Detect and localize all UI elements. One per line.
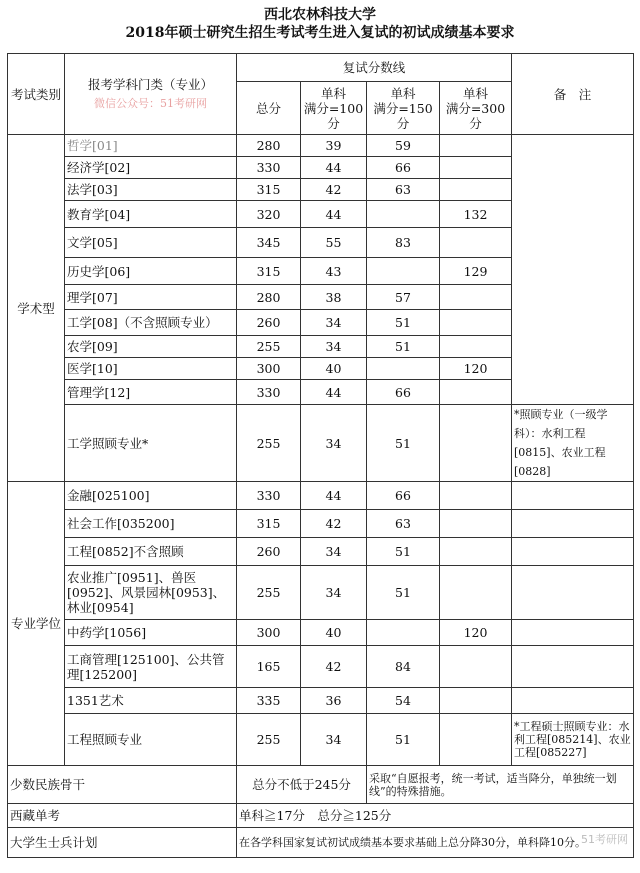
discipline-name: 农学[09] [65, 336, 237, 358]
table-row [8, 688, 634, 714]
page-subtitle: 2018年硕士研究生招生考试考生进入复试的初试成绩基本要求 [125, 25, 515, 41]
single-100-score: 34 [301, 310, 367, 336]
single-300-score [440, 510, 512, 538]
discipline-name: 工程照顾专业 [65, 714, 237, 766]
single-300-score: 120 [440, 358, 512, 380]
header-total: 总分 [237, 82, 301, 135]
discipline-name: 哲学[01] [65, 135, 237, 157]
soldier-label: 大学生士兵计划 [8, 828, 237, 858]
single-150-score: 63 [367, 179, 440, 201]
remarks-empty [512, 646, 634, 688]
discipline-name: 金融[025100] [65, 482, 237, 510]
table-row [8, 828, 634, 858]
single-300-score: 132 [440, 201, 512, 228]
single-150-score: 54 [367, 688, 440, 714]
tibet-value: 单科≧17分 总分≧125分 [237, 804, 634, 828]
total-score: 280 [237, 135, 301, 157]
single-150-score: 59 [367, 135, 440, 157]
remarks-empty [512, 510, 634, 538]
single-150-score: 51 [367, 405, 440, 482]
total-score: 315 [237, 258, 301, 285]
discipline-name: 社会工作[035200] [65, 510, 237, 538]
single-300-score [440, 482, 512, 510]
single-300-score [440, 179, 512, 201]
professional-note: *工程硕士照顾专业：水利工程[085214]、农业工程[085227] [512, 714, 634, 766]
single-150-score: 51 [367, 714, 440, 766]
single-100-score: 40 [301, 620, 367, 646]
total-score: 260 [237, 538, 301, 566]
single-100-score: 44 [301, 482, 367, 510]
total-score: 165 [237, 646, 301, 688]
header-single-300: 单科 满分=300 分 [440, 82, 512, 135]
single-100-score: 34 [301, 538, 367, 566]
single-150-score: 57 [367, 285, 440, 310]
discipline-name: 工程[0852]不含照顾 [65, 538, 237, 566]
single-100-score: 40 [301, 358, 367, 380]
single-300-score [440, 688, 512, 714]
academic-note: *照顾专业（一级学科）：水利工程[0815]、农业工程[0828] [512, 405, 634, 482]
remarks-empty [512, 482, 634, 510]
soldier-value: 在各学科国家复试初试成绩基本要求基础上总分降30分，单科降10分。 [237, 828, 634, 858]
total-score: 345 [237, 228, 301, 258]
single-150-score [367, 620, 440, 646]
single-100-score: 42 [301, 646, 367, 688]
single-100-score: 39 [301, 135, 367, 157]
total-score: 330 [237, 157, 301, 179]
single-300-score [440, 646, 512, 688]
table-row [8, 405, 634, 482]
single-300-score [440, 405, 512, 482]
header-category: 考试类别 [8, 54, 65, 135]
discipline-name: 理学[07] [65, 285, 237, 310]
discipline-name: 工学照顾专业* [65, 405, 237, 482]
discipline-name: 医学[10] [65, 358, 237, 380]
single-100-score: 55 [301, 228, 367, 258]
header-single-100: 单科 满分=100 分 [301, 82, 367, 135]
table-row [8, 620, 634, 646]
total-score: 300 [237, 358, 301, 380]
minority-note: 采取“自愿报考，统一考试，适当降分，单独统一划线”的特殊措施。 [367, 766, 634, 804]
single-300-score [440, 566, 512, 620]
total-score: 255 [237, 566, 301, 620]
total-score: 315 [237, 179, 301, 201]
discipline-name: 教育学[04] [65, 201, 237, 228]
logo-watermark: 51考研网 [581, 833, 628, 846]
discipline-name: 1351艺术 [65, 688, 237, 714]
single-100-score: 43 [301, 258, 367, 285]
single-100-score: 34 [301, 336, 367, 358]
professional-category: 专业学位 [8, 482, 65, 766]
minority-label: 少数民族骨干 [8, 766, 237, 804]
total-score: 320 [237, 201, 301, 228]
single-300-score [440, 228, 512, 258]
total-score: 260 [237, 310, 301, 336]
single-150-score: 51 [367, 336, 440, 358]
single-300-score [440, 714, 512, 766]
remarks-empty [512, 688, 634, 714]
single-150-score: 51 [367, 566, 440, 620]
discipline-name: 历史学[06] [65, 258, 237, 285]
academic-category: 学术型 [8, 135, 65, 482]
single-150-score: 66 [367, 157, 440, 179]
single-300-score: 120 [440, 620, 512, 646]
discipline-name: 法学[03] [65, 179, 237, 201]
total-score: 330 [237, 380, 301, 405]
remarks-empty [512, 135, 634, 405]
single-150-score: 84 [367, 646, 440, 688]
header-single-150: 单科 满分=150 分 [367, 82, 440, 135]
single-300-score: 129 [440, 258, 512, 285]
table-row [8, 804, 634, 828]
table-row [8, 538, 634, 566]
single-300-score [440, 135, 512, 157]
total-score: 300 [237, 620, 301, 646]
single-100-score: 38 [301, 285, 367, 310]
single-300-score [440, 336, 512, 358]
single-100-score: 44 [301, 380, 367, 405]
page-title: 西北农林科技大学 [264, 7, 376, 23]
table-row [8, 482, 634, 510]
total-score: 315 [237, 510, 301, 538]
discipline-name: 工商管理[125100]、公共管理[125200] [65, 646, 237, 688]
single-150-score: 83 [367, 228, 440, 258]
discipline-name: 中药学[1056] [65, 620, 237, 646]
header-remarks: 备 注 [512, 54, 634, 135]
watermark-text: 微信公众号：51考研网 [94, 97, 207, 110]
header-score-line: 复试分数线 [237, 54, 512, 82]
single-100-score: 34 [301, 405, 367, 482]
single-100-score: 36 [301, 688, 367, 714]
single-150-score [367, 358, 440, 380]
discipline-name: 文学[05] [65, 228, 237, 258]
single-100-score: 44 [301, 157, 367, 179]
discipline-name: 农业推广[0951]、兽医[0952]、风景园林[0953]、林业[0954] [65, 566, 237, 620]
single-100-score: 42 [301, 179, 367, 201]
table-row [8, 510, 634, 538]
single-150-score: 66 [367, 380, 440, 405]
single-100-score: 44 [301, 201, 367, 228]
total-score: 335 [237, 688, 301, 714]
table-row [8, 714, 634, 766]
single-100-score: 34 [301, 566, 367, 620]
total-score: 255 [237, 714, 301, 766]
score-table [7, 53, 634, 858]
single-100-score: 42 [301, 510, 367, 538]
single-150-score [367, 258, 440, 285]
remarks-empty [512, 620, 634, 646]
single-300-score [440, 380, 512, 405]
single-150-score: 63 [367, 510, 440, 538]
single-150-score: 66 [367, 482, 440, 510]
single-150-score: 51 [367, 310, 440, 336]
minority-value: 总分不低于245分 [237, 766, 367, 804]
single-300-score [440, 538, 512, 566]
discipline-name: 工学[08]（不含照顾专业） [65, 310, 237, 336]
total-score: 255 [237, 336, 301, 358]
single-100-score: 34 [301, 714, 367, 766]
discipline-name: 管理学[12] [65, 380, 237, 405]
header-discipline-label: 报考学科门类（专业） [87, 77, 213, 92]
single-300-score [440, 285, 512, 310]
tibet-label: 西藏单考 [8, 804, 237, 828]
table-row [8, 646, 634, 688]
single-300-score [440, 157, 512, 179]
table-row [8, 135, 634, 157]
total-score: 330 [237, 482, 301, 510]
header-discipline [65, 54, 237, 135]
total-score: 255 [237, 405, 301, 482]
remarks-empty [512, 538, 634, 566]
table-row [8, 766, 634, 804]
table-row [8, 566, 634, 620]
discipline-name: 经济学[02] [65, 157, 237, 179]
single-150-score: 51 [367, 538, 440, 566]
single-300-score [440, 310, 512, 336]
single-150-score [367, 201, 440, 228]
remarks-empty [512, 566, 634, 620]
total-score: 280 [237, 285, 301, 310]
